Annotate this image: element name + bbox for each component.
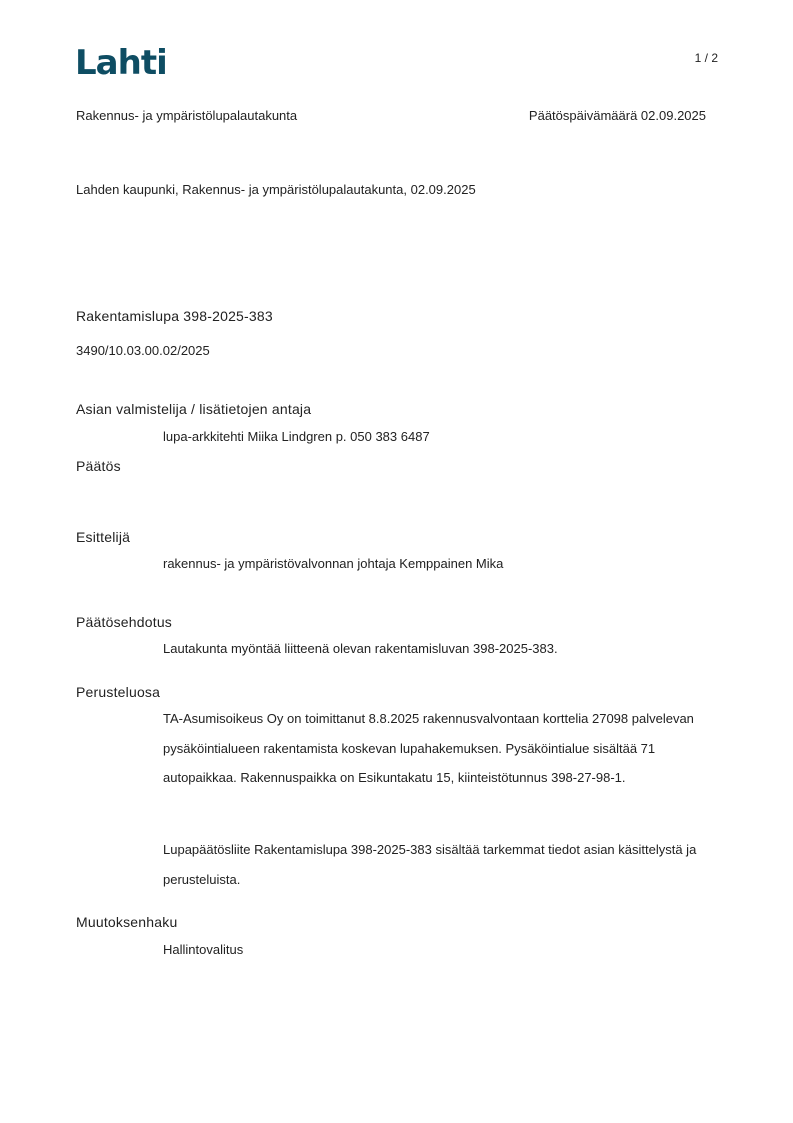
- preparer-heading: Asian valmistelija / lisätietojen antaja: [76, 401, 312, 417]
- intro-line: Lahden kaupunki, Rakennus- ja ympäristölupalautakunta, 02.09.2025: [76, 182, 476, 197]
- proposal-text: Lautakunta myöntää liitteenä olevan rakentamisluvan 398-2025-383.: [163, 641, 558, 656]
- presenter-heading: Esittelijä: [76, 529, 131, 545]
- presenter-text: rakennus- ja ympäristövalvonnan johtaja Kemppainen Mika: [163, 556, 504, 571]
- permit-reference: 3490/10.03.00.02/2025: [76, 343, 210, 358]
- appeal-text: Hallintovalitus: [163, 942, 244, 957]
- proposal-heading: Päätösehdotus: [76, 614, 173, 630]
- lahti-logo: Lahti: [75, 43, 167, 83]
- grounds-paragraph-1: TA-Asumisoikeus Oy on toimittanut 8.8.2025 rakennusvalvontaan korttelia 27098 palvelevan pysäköintialueen rakentamista koskevan lupahakemuksen. Pysäköintialue sisältää 71 autopaikkaa. Rakennuspaikka on Esikuntakatu 15, kiinteistötunnus 398-27-98-1.: [163, 711, 694, 785]
- grounds-paragraph-2: Lupapäätösliite Rakentamislupa 398-2025-383 sisältää tarkemmat tiedot asian käsittelystä ja perusteluista.: [163, 842, 697, 887]
- page-number: 1 / 2: [694, 51, 718, 65]
- board-name: Rakennus- ja ympäristölupalautakunta: [76, 108, 298, 123]
- appeal-heading: Muutoksenhaku: [76, 914, 178, 930]
- decision-heading: Päätös: [76, 458, 121, 474]
- permit-title: Rakentamislupa 398-2025-383: [76, 308, 273, 324]
- decision-date: Päätöspäivämäärä 02.09.2025: [528, 108, 706, 123]
- preparer-text: lupa-arkkitehti Miika Lindgren p. 050 383 6487: [163, 429, 430, 444]
- grounds-heading: Perusteluosa: [76, 684, 161, 700]
